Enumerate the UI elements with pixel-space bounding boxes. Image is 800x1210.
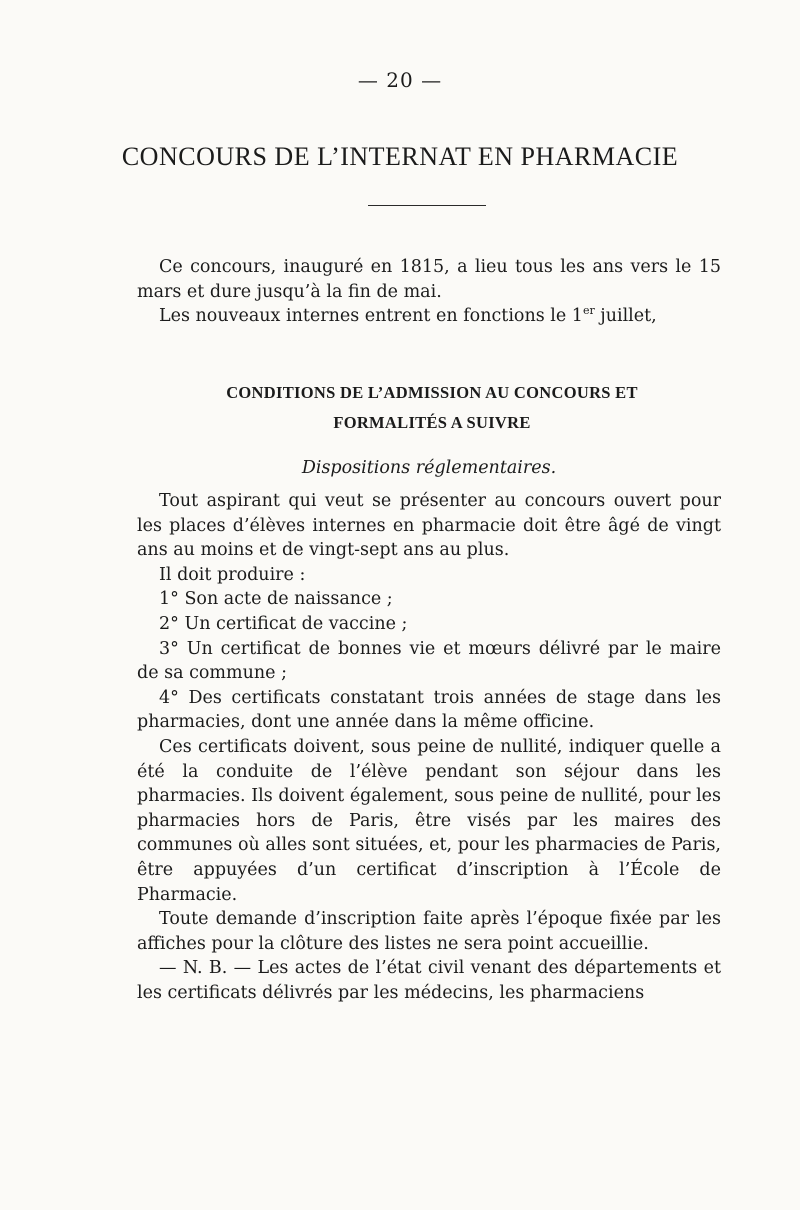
list-item: 3° Un certificat de bonnes vie et mœurs délivré par le maire de sa commune ; [137, 638, 721, 684]
list-item: 1° Son acte de naissance ; [159, 589, 393, 610]
section-subheading: Dispositions réglementaires. [301, 458, 557, 478]
list-item: 4° Des certificats constatant trois années de stage dans les pharmacies, dont une année dans la même officine. [137, 687, 721, 733]
section-heading [137, 378, 727, 438]
paragraph: — N. B. — Les actes de l’état civil venant des départements et les certificats délivrés par les médecins, les pharmaciens [137, 958, 721, 1003]
intro-section [137, 255, 721, 329]
paragraph: Toute demande d’inscription faite après l’époque fixée par les affiches pour la clôture des listes ne sera point accueillie. [137, 909, 721, 954]
title-divider [368, 205, 486, 206]
intro-text-start: Les nouveaux internes entrent en fonctions le 1 [159, 306, 583, 327]
section-heading-line-2: FORMALITÉS A SUIVRE [333, 413, 531, 432]
paragraph: Ces certificats doivent, sous peine de nullité, indiquer quelle a été la conduite de l’élève pendant son séjour dans les pharmacies. Ils doivent également, sous peine de nullité, pour les pharmacies hors de Paris, être visés par les maires des communes où alles sont situées, et, pour les pharmacies de Paris, être appuyées d’un certificat d’inscription à l’École de Pharmacie. [137, 736, 721, 905]
paragraph: Tout aspirant qui veut se présenter au concours ouvert pour les places d’élèves internes en pharmacie doit être âgé de vingt ans au moins et de vingt-sept ans au plus. [137, 491, 721, 561]
body-text [137, 489, 721, 1005]
intro-superscript: er [582, 304, 595, 318]
list-item: 2° Un certificat de vaccine ; [159, 613, 408, 634]
intro-paragraph-1: Ce concours, inauguré en 1815, a lieu tous les ans vers le 15 mars et dure jusqu’à la fin de mai. [137, 257, 721, 302]
intro-paragraph-2 [137, 304, 721, 329]
paragraph: Il doit produire : [159, 564, 306, 585]
page-number: — 20 — [357, 68, 443, 92]
intro-text-end: juillet, [594, 306, 657, 327]
section-heading-line-1: CONDITIONS DE L’ADMISSION AU CONCOURS ET [226, 383, 638, 402]
page-title: CONCOURS DE L’INTERNAT EN PHARMACIE [121, 142, 679, 171]
